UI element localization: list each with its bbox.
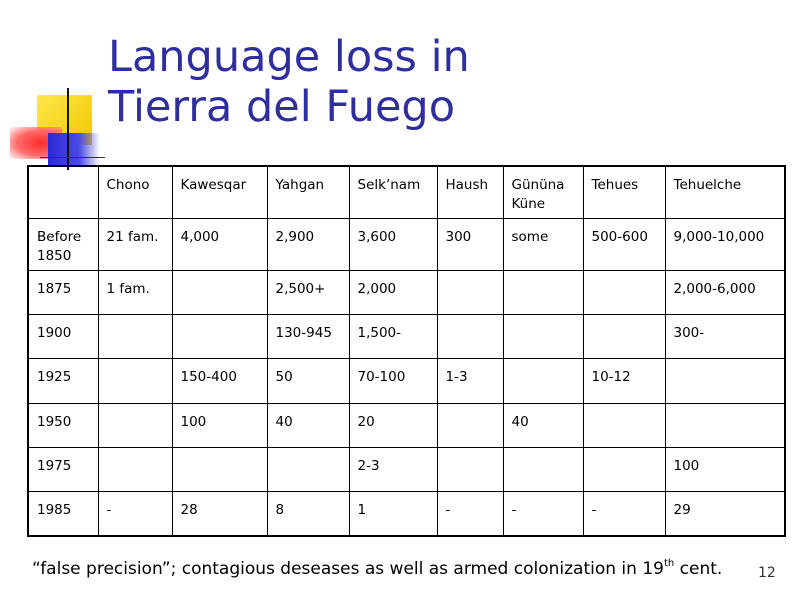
table-cell: some xyxy=(503,219,583,271)
footer-text: “false precision”; contagious deseases as well as armed colonization in 19 xyxy=(32,559,664,579)
table-cell xyxy=(172,315,267,359)
table-cell: 300 xyxy=(437,219,503,271)
table-cell: 130-945 xyxy=(267,315,349,359)
table-cell: 3,600 xyxy=(349,219,437,271)
table-cell: 300- xyxy=(665,315,785,359)
table-row xyxy=(28,448,785,492)
table-cell xyxy=(503,359,583,404)
table-cell: - xyxy=(98,492,172,536)
table-cell: 50 xyxy=(267,359,349,404)
table-cell: 4,000 xyxy=(172,219,267,271)
table-cell xyxy=(583,315,665,359)
table-cell: 2,000-6,000 xyxy=(665,271,785,315)
table-cell: 500-600 xyxy=(583,219,665,271)
decorative-blue-square xyxy=(48,133,100,165)
table-cell xyxy=(98,315,172,359)
table-row-label: 1985 xyxy=(28,492,98,536)
table-row xyxy=(28,315,785,359)
table-header-cell: Kawesqar xyxy=(172,166,267,219)
table-row-label: 1925 xyxy=(28,359,98,404)
table-row-label: 1900 xyxy=(28,315,98,359)
table-cell xyxy=(437,315,503,359)
table-cell: 2-3 xyxy=(349,448,437,492)
table-cell: 100 xyxy=(665,448,785,492)
table-cell: 1,500- xyxy=(349,315,437,359)
table-cell: 150-400 xyxy=(172,359,267,404)
slide-title-line2: Tierra del Fuego xyxy=(108,82,456,132)
table-header-cell: Tehues xyxy=(583,166,665,219)
language-population-table xyxy=(27,165,786,537)
table-cell: 40 xyxy=(503,404,583,448)
table-cell xyxy=(172,448,267,492)
footer-text-end: cent. xyxy=(674,559,723,579)
table-header-cell xyxy=(28,166,98,219)
table-row xyxy=(28,359,785,404)
table-cell: 1 xyxy=(349,492,437,536)
table-cell: 70-100 xyxy=(349,359,437,404)
table-cell xyxy=(437,271,503,315)
table-cell: 1 fam. xyxy=(98,271,172,315)
table-cell: - xyxy=(503,492,583,536)
table-header-cell: Tehuelche xyxy=(665,166,785,219)
table-cell xyxy=(583,271,665,315)
table-cell: 10-12 xyxy=(583,359,665,404)
table-cell: 9,000-10,000 xyxy=(665,219,785,271)
slide-title xyxy=(108,32,470,132)
table-cell xyxy=(583,404,665,448)
table-cell xyxy=(437,404,503,448)
table-row xyxy=(28,404,785,448)
table-row-label: 1950 xyxy=(28,404,98,448)
table-cell: 20 xyxy=(349,404,437,448)
slide-title-line1: Language loss in xyxy=(108,32,470,82)
table-cell xyxy=(665,404,785,448)
decorative-horizontal-line xyxy=(40,157,105,158)
table-cell xyxy=(503,271,583,315)
table-cell xyxy=(172,271,267,315)
table-cell: - xyxy=(437,492,503,536)
table-header-cell: Chono xyxy=(98,166,172,219)
table-row-label: 1875 xyxy=(28,271,98,315)
table-row-label: Before 1850 xyxy=(28,219,98,271)
table-row xyxy=(28,271,785,315)
table-header-cell: Yahgan xyxy=(267,166,349,219)
table-cell: 28 xyxy=(172,492,267,536)
table-cell xyxy=(665,359,785,404)
table-header-row xyxy=(28,166,785,219)
table-row-label: 1975 xyxy=(28,448,98,492)
table-header-cell: Haush xyxy=(437,166,503,219)
table-cell: 1-3 xyxy=(437,359,503,404)
table-row xyxy=(28,219,785,271)
table-cell xyxy=(98,359,172,404)
table-cell: 2,900 xyxy=(267,219,349,271)
table-header-cell: Selk’nam xyxy=(349,166,437,219)
table-cell: - xyxy=(583,492,665,536)
table-cell: 100 xyxy=(172,404,267,448)
table-row xyxy=(28,492,785,536)
footer-superscript: th xyxy=(663,558,675,569)
table-cell: 40 xyxy=(267,404,349,448)
table-cell xyxy=(98,404,172,448)
table-cell: 21 fam. xyxy=(98,219,172,271)
page-number: 12 xyxy=(758,565,776,581)
table-cell xyxy=(437,448,503,492)
table-cell: 2,500+ xyxy=(267,271,349,315)
table-cell xyxy=(583,448,665,492)
table-cell xyxy=(503,315,583,359)
table-cell: 29 xyxy=(665,492,785,536)
table-cell: 8 xyxy=(267,492,349,536)
table-header-cell: Gününa Küne xyxy=(503,166,583,219)
footer-note xyxy=(32,558,722,579)
table-cell xyxy=(98,448,172,492)
table-cell xyxy=(503,448,583,492)
table-cell xyxy=(267,448,349,492)
table-cell: 2,000 xyxy=(349,271,437,315)
